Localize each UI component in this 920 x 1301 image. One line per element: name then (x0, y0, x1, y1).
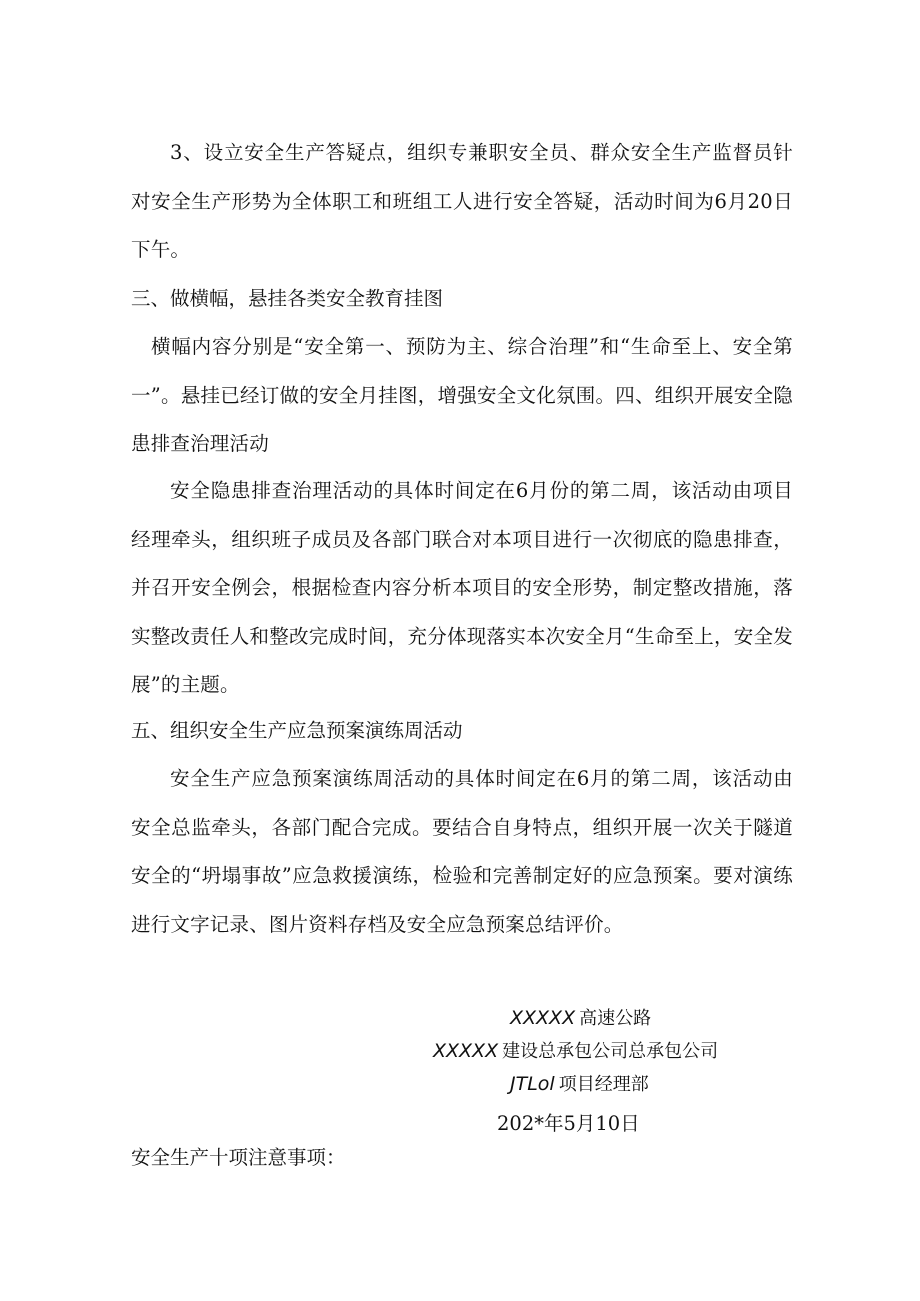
signature-date: 202*年5月10日 (497, 1112, 640, 1135)
signature-text: 项目经理部 (558, 1074, 649, 1095)
section-heading-emergency-drill: 五、组织安全生产应急预案演练周活动 (131, 719, 463, 742)
paragraph-emergency-drill: 安全生产应急预案演练周活动的具体时间定在6月的第二周，该活动由安全总监牵头，各部门配合完成。要结合自身特点，组织开展一次关于隧道安全的“坍塌事故”应急救援演练，检验和完善制定好的应急预案。要对演练进行文字记录、图片资料存档及安全应急预案总结评价。 (131, 767, 793, 936)
signature-line-project-dept (510, 1064, 649, 1105)
signature-text: 高速公路 (579, 1008, 652, 1029)
signature-text: 建设总承包公司总承包公司 (502, 1041, 719, 1062)
paragraph-banners: 横幅内容分别是“安全第一、预防为主、综合治理”和“生命至上、安全第一”。悬挂已经订做的安全月挂图，增强安全文化氛围。四、组织开展安全隐患排查治理活动 (131, 335, 793, 455)
paragraph-safety-qa: 3、设立安全生产答疑点，组织专兼职安全员、群众安全生产监督员针对安全生产形势为全体职工和班组工人进行安全答疑，活动时间为6月20日下午。 (131, 141, 793, 261)
section-heading-ten-precautions: 安全生产十项注意事项： (131, 1146, 346, 1169)
signature-code: JTLol (510, 1073, 555, 1095)
section-heading-banners: 三、做横幅，悬挂各类安全教育挂图 (131, 287, 444, 310)
paragraph-hazard-inspection: 安全隐患排查治理活动的具体时间定在6月份的第二周，该活动由项目经理牵头，组织班子成员及各部门联合对本项目进行一次彻底的隐患排查，并召开安全例会，根据检查内容分析本项目的安全形势，制定整改措施，落实整改责任人和整改完成时间，充分体现落实本次安全月“生命至上，安全发展”的主题。 (131, 479, 793, 696)
signature-code: XXXXX (510, 1007, 576, 1029)
signature-code: XXXXX (433, 1040, 499, 1062)
